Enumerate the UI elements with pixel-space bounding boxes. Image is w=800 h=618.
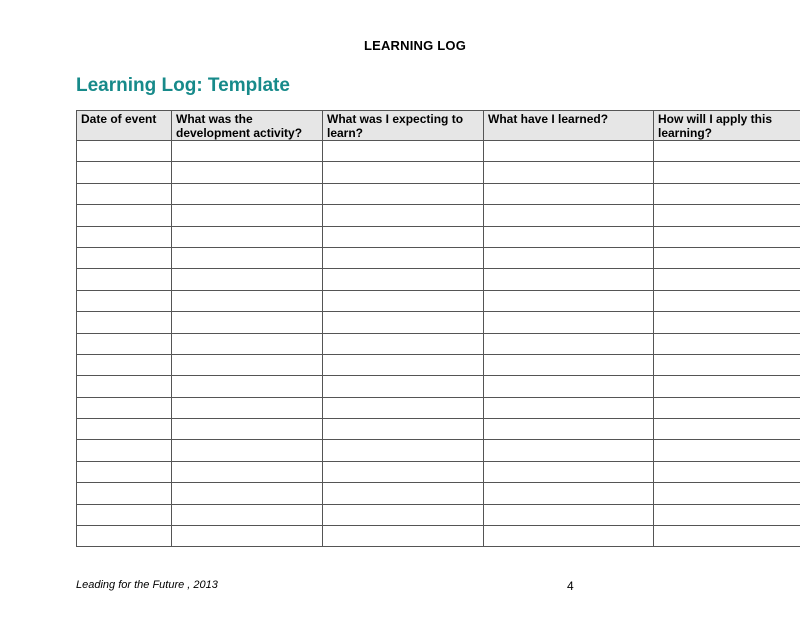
table-row [77,504,800,525]
table-cell[interactable] [323,419,484,440]
table-cell[interactable] [323,504,484,525]
table-cell[interactable] [654,461,800,482]
table-cell[interactable] [484,526,654,547]
table-cell[interactable] [323,461,484,482]
table-cell[interactable] [654,440,800,461]
table-cell[interactable] [484,354,654,375]
table-cell[interactable] [77,141,172,162]
table-row [77,312,800,333]
table-cell[interactable] [323,354,484,375]
table-cell[interactable] [484,461,654,482]
table-cell[interactable] [484,247,654,268]
table-cell[interactable] [484,162,654,183]
table-cell[interactable] [172,440,323,461]
page-header: LEARNING LOG [363,38,467,53]
table-cell[interactable] [172,376,323,397]
table-row [77,461,800,482]
table-cell[interactable] [77,504,172,525]
table-cell[interactable] [172,162,323,183]
document-title: Learning Log: Template [76,75,290,96]
table-cell[interactable] [323,162,484,183]
table-cell[interactable] [323,205,484,226]
table-cell[interactable] [172,483,323,504]
table-cell[interactable] [77,226,172,247]
table-cell[interactable] [654,333,800,354]
table-cell[interactable] [484,226,654,247]
table-cell[interactable] [77,440,172,461]
table-cell[interactable] [484,269,654,290]
page-number: 4 [567,579,574,593]
table-row [77,226,800,247]
table-cell[interactable] [654,205,800,226]
table-row [77,419,800,440]
table-row [77,141,800,162]
table-cell[interactable] [484,183,654,204]
table-cell[interactable] [484,205,654,226]
table-cell[interactable] [323,397,484,418]
table-cell[interactable] [77,461,172,482]
table-cell[interactable] [77,183,172,204]
table-cell[interactable] [323,526,484,547]
table-cell[interactable] [172,290,323,311]
table-cell[interactable] [323,376,484,397]
table-cell[interactable] [654,376,800,397]
table-cell[interactable] [323,247,484,268]
table-cell[interactable] [172,526,323,547]
table-cell[interactable] [172,141,323,162]
table-cell[interactable] [77,333,172,354]
table-header-row [77,111,800,141]
table-cell[interactable] [484,419,654,440]
table-cell[interactable] [172,419,323,440]
table-cell[interactable] [77,312,172,333]
table-cell[interactable] [323,312,484,333]
column-header-expecting-to-learn: What was I expecting to learn? [323,111,484,141]
table-cell[interactable] [654,504,800,525]
table-cell[interactable] [172,354,323,375]
table-cell[interactable] [77,162,172,183]
table-cell[interactable] [172,226,323,247]
table-cell[interactable] [323,269,484,290]
table-cell[interactable] [172,333,323,354]
column-header-date-of-event: Date of event [77,111,172,141]
table-cell[interactable] [654,312,800,333]
column-header-development-activity: What was the development activity? [172,111,323,141]
table-cell[interactable] [654,483,800,504]
table-cell[interactable] [77,483,172,504]
footer-text: Leading for the Future , 2013 [76,579,218,591]
table-cell[interactable] [484,333,654,354]
table-cell[interactable] [77,269,172,290]
table-cell[interactable] [323,141,484,162]
table-row [77,162,800,183]
table-row [77,290,800,311]
table-row [77,183,800,204]
table-row [77,247,800,268]
table-cell[interactable] [654,354,800,375]
table-cell[interactable] [77,247,172,268]
table-cell[interactable] [77,526,172,547]
learning-log-table [76,110,800,547]
table-cell[interactable] [77,376,172,397]
table-cell[interactable] [484,504,654,525]
table-cell[interactable] [484,312,654,333]
table-cell[interactable] [484,483,654,504]
table-cell[interactable] [172,461,323,482]
table-cell[interactable] [323,440,484,461]
table-cell[interactable] [77,354,172,375]
table-cell[interactable] [172,312,323,333]
table-cell[interactable] [654,419,800,440]
table-cell[interactable] [77,290,172,311]
table-cell[interactable] [77,397,172,418]
table-cell[interactable] [172,504,323,525]
table-row [77,205,800,226]
table-cell[interactable] [323,483,484,504]
table-row [77,397,800,418]
table-row [77,526,800,547]
table-cell[interactable] [172,183,323,204]
table-cell[interactable] [77,419,172,440]
column-header-have-learned: What have I learned? [484,111,654,141]
table-cell[interactable] [654,247,800,268]
column-header-apply-learning: How will I apply this learning? [654,111,800,141]
table-row [77,333,800,354]
table-cell[interactable] [654,290,800,311]
table-row [77,269,800,290]
table-body [77,141,800,547]
table-cell[interactable] [654,141,800,162]
table-cell[interactable] [323,290,484,311]
table-cell[interactable] [77,205,172,226]
table-cell[interactable] [484,290,654,311]
table-cell[interactable] [654,183,800,204]
table-cell[interactable] [484,141,654,162]
table-cell[interactable] [323,183,484,204]
table-cell[interactable] [654,397,800,418]
table-row [77,483,800,504]
table-cell[interactable] [654,269,800,290]
table-cell[interactable] [654,526,800,547]
table-cell[interactable] [172,397,323,418]
table-cell[interactable] [323,226,484,247]
table-row [77,354,800,375]
table-cell[interactable] [654,162,800,183]
table-cell[interactable] [484,376,654,397]
table-cell[interactable] [172,269,323,290]
table-cell[interactable] [484,397,654,418]
table-cell[interactable] [323,333,484,354]
table-cell[interactable] [654,226,800,247]
table-cell[interactable] [172,247,323,268]
table-cell[interactable] [172,205,323,226]
table-cell[interactable] [484,440,654,461]
table-row [77,440,800,461]
table-row [77,376,800,397]
